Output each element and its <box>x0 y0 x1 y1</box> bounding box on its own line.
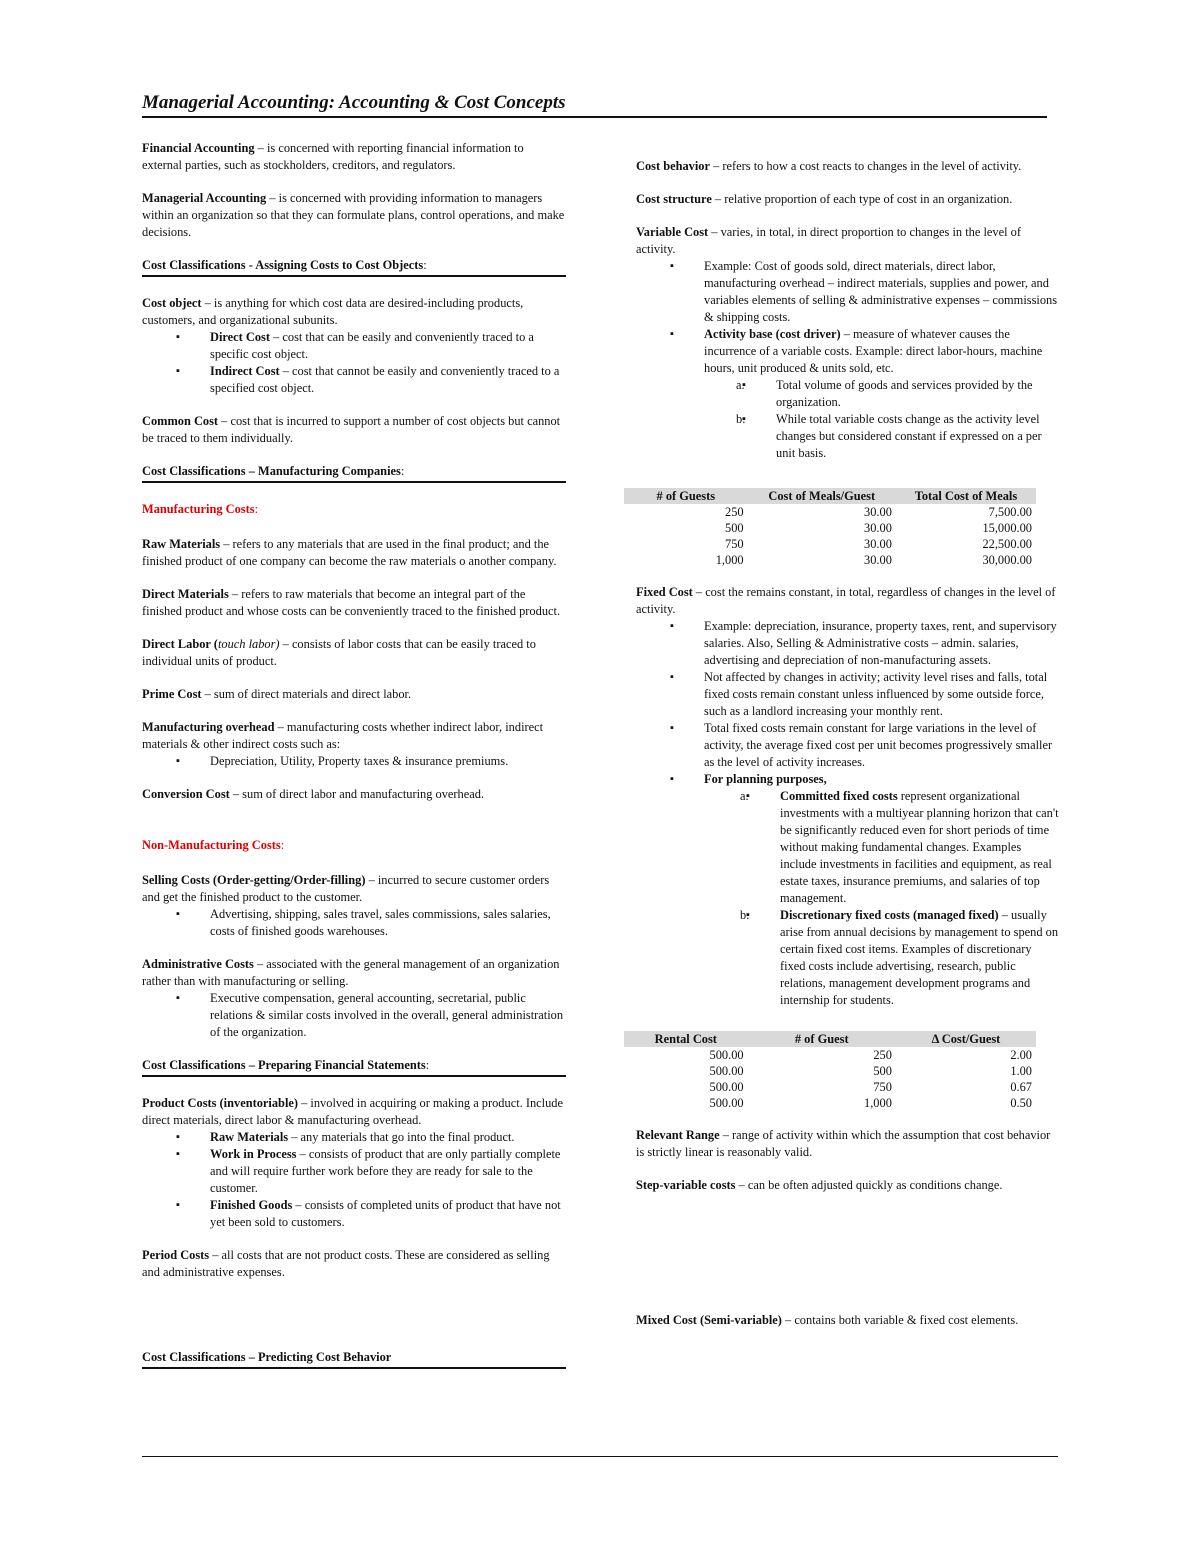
heading-text: Cost Classifications - Assigning Costs to Cost Objects <box>142 258 424 272</box>
definition-text: – is concerned with providing information to managers within an organization so that they can formulate plans, control operations, and make decisions. <box>142 191 565 239</box>
table-cell: 500.00 <box>709 1096 744 1110</box>
table-cell: 0.67 <box>1010 1080 1032 1094</box>
term: Direct Materials <box>142 587 229 601</box>
list-item <box>704 326 1060 462</box>
list-item <box>736 377 1060 411</box>
heading-text: Cost Classifications – Manufacturing Companies <box>142 464 401 478</box>
column-header: Total Cost of Meals <box>896 488 1036 504</box>
cost-behavior-definition <box>636 158 1060 175</box>
list-item <box>210 1197 566 1231</box>
definition-text: – all costs that are not product costs. These are considered as selling and administrative expenses. <box>142 1248 550 1279</box>
step-variable-costs-definition <box>636 1177 1060 1194</box>
table-cell: 22,500.00 <box>982 537 1032 551</box>
term: Step-variable costs <box>636 1178 736 1192</box>
heading-text: Cost Classifications – Preparing Financial Statements <box>142 1058 426 1072</box>
mixed-cost-definition <box>636 1312 1060 1329</box>
term: Cost structure <box>636 192 712 206</box>
product-costs-definition <box>142 1095 566 1129</box>
term-italic: touch labor) <box>217 637 280 651</box>
conversion-cost-definition <box>142 786 566 803</box>
definition-text: – cost that cannot be easily and conveniently traced to a specified cost object. <box>210 364 560 395</box>
table-header-row <box>624 488 1036 504</box>
subheading-suffix: : <box>280 838 285 852</box>
table-cell: 30.00 <box>864 505 892 519</box>
item-letter: ▪ a. <box>736 378 745 392</box>
overhead-list <box>142 753 566 770</box>
term: Finished Goods <box>210 1198 293 1212</box>
table-cell: 500 <box>725 521 744 535</box>
table-cell: 500.00 <box>709 1064 744 1078</box>
definition-text: – consists of completed units of product that have not yet been sold to customers. <box>210 1198 561 1229</box>
definition-text: – is concerned with reporting financial information to external parties, such as stockholders, creditors, and regulators. <box>142 141 524 172</box>
definition-text: – manufacturing costs whether indirect labor, indirect materials & other indirect costs such as: <box>142 720 544 751</box>
term: Indirect Cost <box>210 364 280 378</box>
definition-text: – range of activity within which the assumption that cost behavior is strictly linear is reasonably valid. <box>636 1128 1051 1159</box>
period-costs-definition <box>142 1247 566 1281</box>
term: Cost behavior <box>636 159 710 173</box>
manufacturing-costs-heading <box>142 501 566 518</box>
list-item: ▪ Example: depreciation, insurance, property taxes, rent, and supervisory salaries. Also, Selling & Administrative costs – admin. salaries, advertising and depreciation of non-manufacturing assets. <box>704 618 1060 669</box>
table-cell: 250 <box>725 505 744 519</box>
relevant-range-definition <box>636 1127 1060 1161</box>
subheading-suffix: : <box>254 502 259 516</box>
term: Direct Labor ( <box>142 637 218 651</box>
definition-text: – cost the remains constant, in total, regardless of changes in the level of activity. <box>636 585 1056 616</box>
page-title: Managerial Accounting: Accounting & Cost Concepts <box>142 92 1047 118</box>
item-text: Total volume of goods and services provided by the organization. <box>776 378 1033 409</box>
definition-text: – cost that is incurred to support a number of cost objects but cannot be traced to them individually. <box>142 414 561 445</box>
term-paren: (Semi-variable) <box>696 1313 782 1327</box>
right-column <box>636 158 1060 1345</box>
table-cell: 750 <box>873 1080 892 1094</box>
definition-text: – sum of direct labor and manufacturing overhead. <box>229 787 485 801</box>
definition-text: – sum of direct materials and direct labor. <box>201 687 412 701</box>
list-item <box>210 329 566 363</box>
table-cell: 15,000.00 <box>982 521 1032 535</box>
list-item: ▪ Executive compensation, general accounting, secretarial, public relations & similar costs involved in the overall, general administration of the organization. <box>210 990 566 1041</box>
definition-text: – can be often adjusted quickly as conditions change. <box>735 1178 1003 1192</box>
definition-text: – consists of labor costs that can be easily traced to individual units of product. <box>142 637 536 668</box>
definition-text: – is anything for which cost data are desired-including products, customers, and organizational subunits. <box>142 296 524 327</box>
column-header: Rental Cost <box>624 1031 748 1047</box>
term: Manufacturing overhead <box>142 720 275 734</box>
heading-text: Cost Classifications – Predicting Cost Behavior <box>142 1350 392 1364</box>
list-item: ▪ Advertising, shipping, sales travel, sales commissions, sales salaries, costs of finished goods warehouses. <box>210 906 566 940</box>
list-item: ▪ Example: Cost of goods sold, direct materials, direct labor, manufacturing overhead – indirect materials, supplies and power, and variables elements of selling & administrative expenses – commissions & shipping costs. <box>704 258 1060 326</box>
term: Mixed Cost <box>636 1313 697 1327</box>
table-cell: 2.00 <box>1010 1048 1032 1062</box>
table-cell: 250 <box>873 1048 892 1062</box>
definition-text: – measure of whatever causes the incurrence of a variable costs. Example: direct labor-hours, machine hours, unit produced & units sold, etc. <box>704 327 1043 375</box>
selling-costs-list <box>142 906 566 940</box>
planning-sublist <box>704 788 1060 1009</box>
table-cell: 1,000 <box>715 553 744 567</box>
term: Relevant Range <box>636 1128 720 1142</box>
term: Work in Process <box>210 1147 297 1161</box>
table-row <box>624 1095 1036 1111</box>
column-header: # of Guest <box>748 1031 896 1047</box>
term: Financial Accounting <box>142 141 255 155</box>
table-row <box>624 1079 1036 1095</box>
term: Common Cost <box>142 414 219 428</box>
product-costs-list <box>142 1129 566 1231</box>
item-text: While total variable costs change as the activity level changes but considered constant if expressed on a per unit basis. <box>776 412 1042 460</box>
subheading-text: Non-Manufacturing Costs <box>142 838 281 852</box>
activity-base-sublist <box>704 377 1060 462</box>
variable-cost-list <box>636 258 1060 462</box>
section-heading-manufacturing <box>142 463 566 483</box>
table-header-row <box>624 1031 1036 1047</box>
item-text: represent organizational investments with a multiyear planning horizon that can't be significantly reduced even for short periods of time without making fundamental changes. Examples include investments in facilities and equipment, as real estate taxes, insurance premiums, and salaries of top management. <box>780 789 1059 905</box>
raw-materials-definition <box>142 536 566 570</box>
table-cell: 7,500.00 <box>988 505 1032 519</box>
financial-accounting-definition <box>142 140 566 174</box>
table-cell: 30.00 <box>864 553 892 567</box>
term: Discretionary fixed costs (managed fixed) <box>780 908 999 922</box>
definition-text: – cost that can be easily and conveniently traced to a specific cost object. <box>210 330 534 361</box>
fixed-cost-definition <box>636 584 1060 618</box>
footer-divider <box>142 1456 1058 1457</box>
list-item: ▪ Not affected by changes in activity; activity level rises and falls, total fixed costs remain constant unless influenced by some outside force, such as a landlord increasing your monthly rent. <box>704 669 1060 720</box>
heading-suffix: : <box>400 464 405 478</box>
list-item <box>210 363 566 397</box>
item-letter: ▪ b. <box>736 412 746 426</box>
term: Period Costs <box>142 1248 210 1262</box>
term: Direct Cost <box>210 330 270 344</box>
term: Variable Cost <box>636 225 709 239</box>
table-row <box>624 520 1036 536</box>
list-item <box>736 411 1060 462</box>
definition-text: – refers to raw materials that become an integral part of the finished product and whose costs can be conveniently traced to the finished product. <box>142 587 561 618</box>
definition-text: – associated with the general management of an organization rather than with manufacturing or selling. <box>142 957 560 988</box>
column-header: # of Guests <box>624 488 748 504</box>
term: Managerial Accounting <box>142 191 267 205</box>
term: Fixed Cost <box>636 585 693 599</box>
table-cell: 1.00 <box>1010 1064 1032 1078</box>
list-item <box>740 907 1060 1009</box>
term: Prime Cost <box>142 687 202 701</box>
heading-suffix: : <box>423 258 427 272</box>
table-cell: 30.00 <box>864 537 892 551</box>
item-letter: ▪ b. <box>740 908 750 922</box>
subheading-text: Manufacturing Costs <box>142 502 255 516</box>
fixed-cost-table <box>624 1031 1036 1111</box>
term-paren: (Order-getting/Order-filling) <box>209 873 366 887</box>
column-header: Cost of Meals/Guest <box>748 488 896 504</box>
left-column <box>142 140 566 1387</box>
prime-cost-definition <box>142 686 566 703</box>
definition-text: – involved in acquiring or making a product. Include direct materials, direct labor & manufacturing overhead. <box>142 1096 563 1127</box>
definition-text: – consists of product that are only partially complete and will require further work before they are ready for sale to the customer. <box>210 1147 561 1195</box>
definition-text: – any materials that go into the final product. <box>288 1130 515 1144</box>
manufacturing-overhead-definition <box>142 719 566 753</box>
term: Raw Materials <box>210 1130 289 1144</box>
term: Conversion Cost <box>142 787 230 801</box>
variable-cost-definition <box>636 224 1060 258</box>
table-cell: 0.50 <box>1010 1096 1032 1110</box>
list-item <box>210 1129 566 1146</box>
table-cell: 500 <box>873 1064 892 1078</box>
table-cell: 30.00 <box>864 521 892 535</box>
term: Product Costs (inventoriable) <box>142 1096 299 1110</box>
administrative-costs-list <box>142 990 566 1041</box>
cost-object-definition <box>142 295 566 329</box>
list-item: ▪ Total fixed costs remain constant for large variations in the level of activity, the average fixed cost per unit becomes progressively smaller as the level of activity increases. <box>704 720 1060 771</box>
heading-suffix: : <box>425 1058 430 1072</box>
term: Raw Materials <box>142 537 221 551</box>
list-item: ▪ Depreciation, Utility, Property taxes & insurance premiums. <box>210 753 566 770</box>
variable-cost-table <box>624 488 1036 568</box>
term: Activity base (cost driver) <box>704 327 841 341</box>
common-cost-definition <box>142 413 566 447</box>
non-manufacturing-costs-heading <box>142 837 566 854</box>
definition-text: – refers to any materials that are used in the final product; and the finished product of one company can become the raw materials o another company. <box>142 537 557 568</box>
direct-labor-definition <box>142 636 566 670</box>
direct-materials-definition <box>142 586 566 620</box>
cost-object-list <box>142 329 566 397</box>
administrative-costs-definition <box>142 956 566 990</box>
list-item <box>210 1146 566 1197</box>
term: Committed fixed costs <box>780 789 898 803</box>
table-cell: 500.00 <box>709 1048 744 1062</box>
table-row <box>624 536 1036 552</box>
item-letter: ▪ a. <box>740 789 749 803</box>
section-heading-financial-statements <box>142 1057 566 1077</box>
term: Administrative Costs <box>142 957 254 971</box>
cost-structure-definition <box>636 191 1060 208</box>
definition-text: – relative proportion of each type of cost in an organization. <box>711 192 1013 206</box>
fixed-cost-list <box>636 618 1060 1009</box>
term: For planning purposes, <box>704 772 827 786</box>
list-item <box>740 788 1060 907</box>
list-item <box>704 771 1060 1009</box>
item-text: – usually arise from annual decisions by management to spend on certain fixed cost items. Examples of discretionary fixed costs include advertising, research, public relations, management development programs and internship for students. <box>780 908 1059 1007</box>
table-cell: 750 <box>725 537 744 551</box>
section-heading-cost-objects <box>142 257 566 277</box>
managerial-accounting-definition <box>142 190 566 241</box>
table-cell: 500.00 <box>709 1080 744 1094</box>
definition-text: – incurred to secure customer orders and get the finished product to the customer. <box>142 873 550 904</box>
table-row <box>624 1063 1036 1079</box>
definition-text: – refers to how a cost reacts to changes in the level of activity. <box>710 159 1022 173</box>
definition-text: – varies, in total, in direct proportion to changes in the level of activity. <box>636 225 1021 256</box>
definition-text: – contains both variable & fixed cost elements. <box>781 1313 1019 1327</box>
selling-costs-definition <box>142 872 566 906</box>
term: Selling Costs <box>142 873 210 887</box>
column-header: Δ Cost/Guest <box>896 1031 1036 1047</box>
section-heading-cost-behavior <box>142 1349 566 1369</box>
term: Cost object <box>142 296 202 310</box>
table-row <box>624 552 1036 568</box>
table-cell: 30,000.00 <box>982 553 1032 567</box>
table-row <box>624 504 1036 520</box>
table-cell: 1,000 <box>864 1096 892 1110</box>
table-row <box>624 1047 1036 1063</box>
